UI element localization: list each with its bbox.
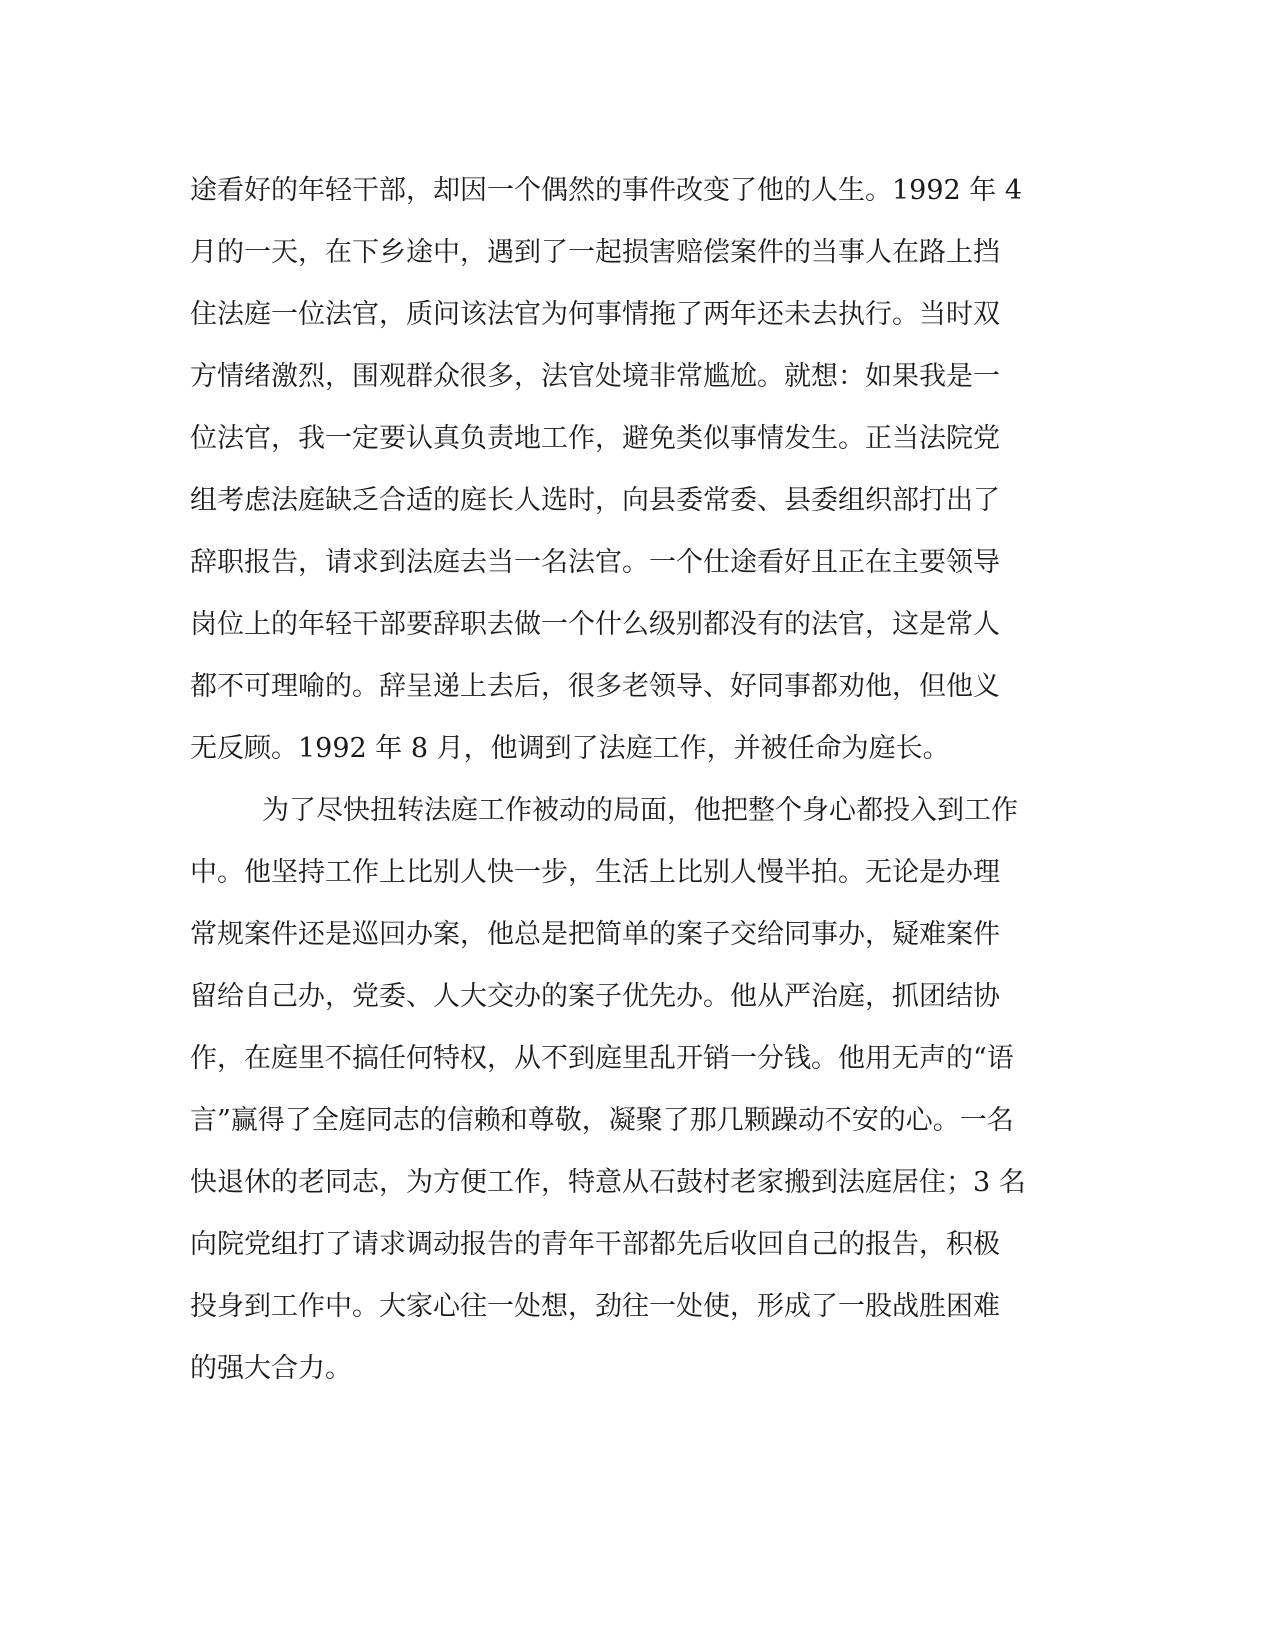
text-line: 投身到工作中。大家心往一处想，劲往一处使，形成了一股战胜困难 (190, 1291, 1000, 1322)
paragraph-1 (190, 160, 1090, 780)
text-line: 快退休的老同志，为方便工作，特意从石鼓村老家搬到法庭居住；3 名 (190, 1167, 1026, 1198)
text-line: 留给自己办，党委、人大交办的案子优先办。他从严治庭，抓团结协 (190, 981, 1000, 1012)
text-line: 为了尽快扭转法庭工作被动的局面，他把整个身心都投入到工作 (262, 795, 1018, 826)
text-line: 岗位上的年轻干部要辞职去做一个什么级别都没有的法官，这是常人 (190, 609, 1000, 640)
text-line: 言”赢得了全庭同志的信赖和尊敬，凝聚了那几颗躁动不安的心。一名 (190, 1105, 1014, 1136)
text-line: 的强大合力。 (190, 1353, 352, 1384)
text-line: 辞职报告，请求到法庭去当一名法官。一个仕途看好且正在主要领导 (190, 547, 1000, 578)
text-line: 无反顾。1992 年 8 月，他调到了法庭工作，并被任命为庭长。 (190, 733, 950, 764)
text-line: 常规案件还是巡回办案，他总是把简单的案子交给同事办，疑难案件 (190, 919, 1000, 950)
text-line: 都不可理喻的。辞呈递上去后，很多老领导、好同事都劝他，但他义 (190, 671, 1000, 702)
text-line: 途看好的年轻干部，却因一个偶然的事件改变了他的人生。1992 年 4 (190, 175, 1023, 206)
text-line: 方情绪激烈，围观群众很多，法官处境非常尴尬。就想：如果我是一 (190, 361, 1000, 392)
text-line: 月的一天，在下乡途中，遇到了一起损害赔偿案件的当事人在路上挡 (190, 237, 1000, 268)
text-line: 中。他坚持工作上比别人快一步，生活上比别人慢半拍。无论是办理 (190, 857, 1000, 888)
body-text (190, 160, 1090, 1400)
text-line: 组考虑法庭缺乏合适的庭长人选时，向县委常委、县委组织部打出了 (190, 485, 1000, 516)
text-line: 位法官，我一定要认真负责地工作，避免类似事情发生。正当法院党 (190, 423, 1000, 454)
text-line: 作，在庭里不搞任何特权，从不到庭里乱开销一分钱。他用无声的“语 (190, 1043, 1014, 1074)
paragraph-2 (190, 780, 1090, 1400)
text-line: 住法庭一位法官，质问该法官为何事情拖了两年还未去执行。当时双 (190, 299, 1000, 330)
text-line: 向院党组打了请求调动报告的青年干部都先后收回自己的报告，积极 (190, 1229, 1000, 1260)
